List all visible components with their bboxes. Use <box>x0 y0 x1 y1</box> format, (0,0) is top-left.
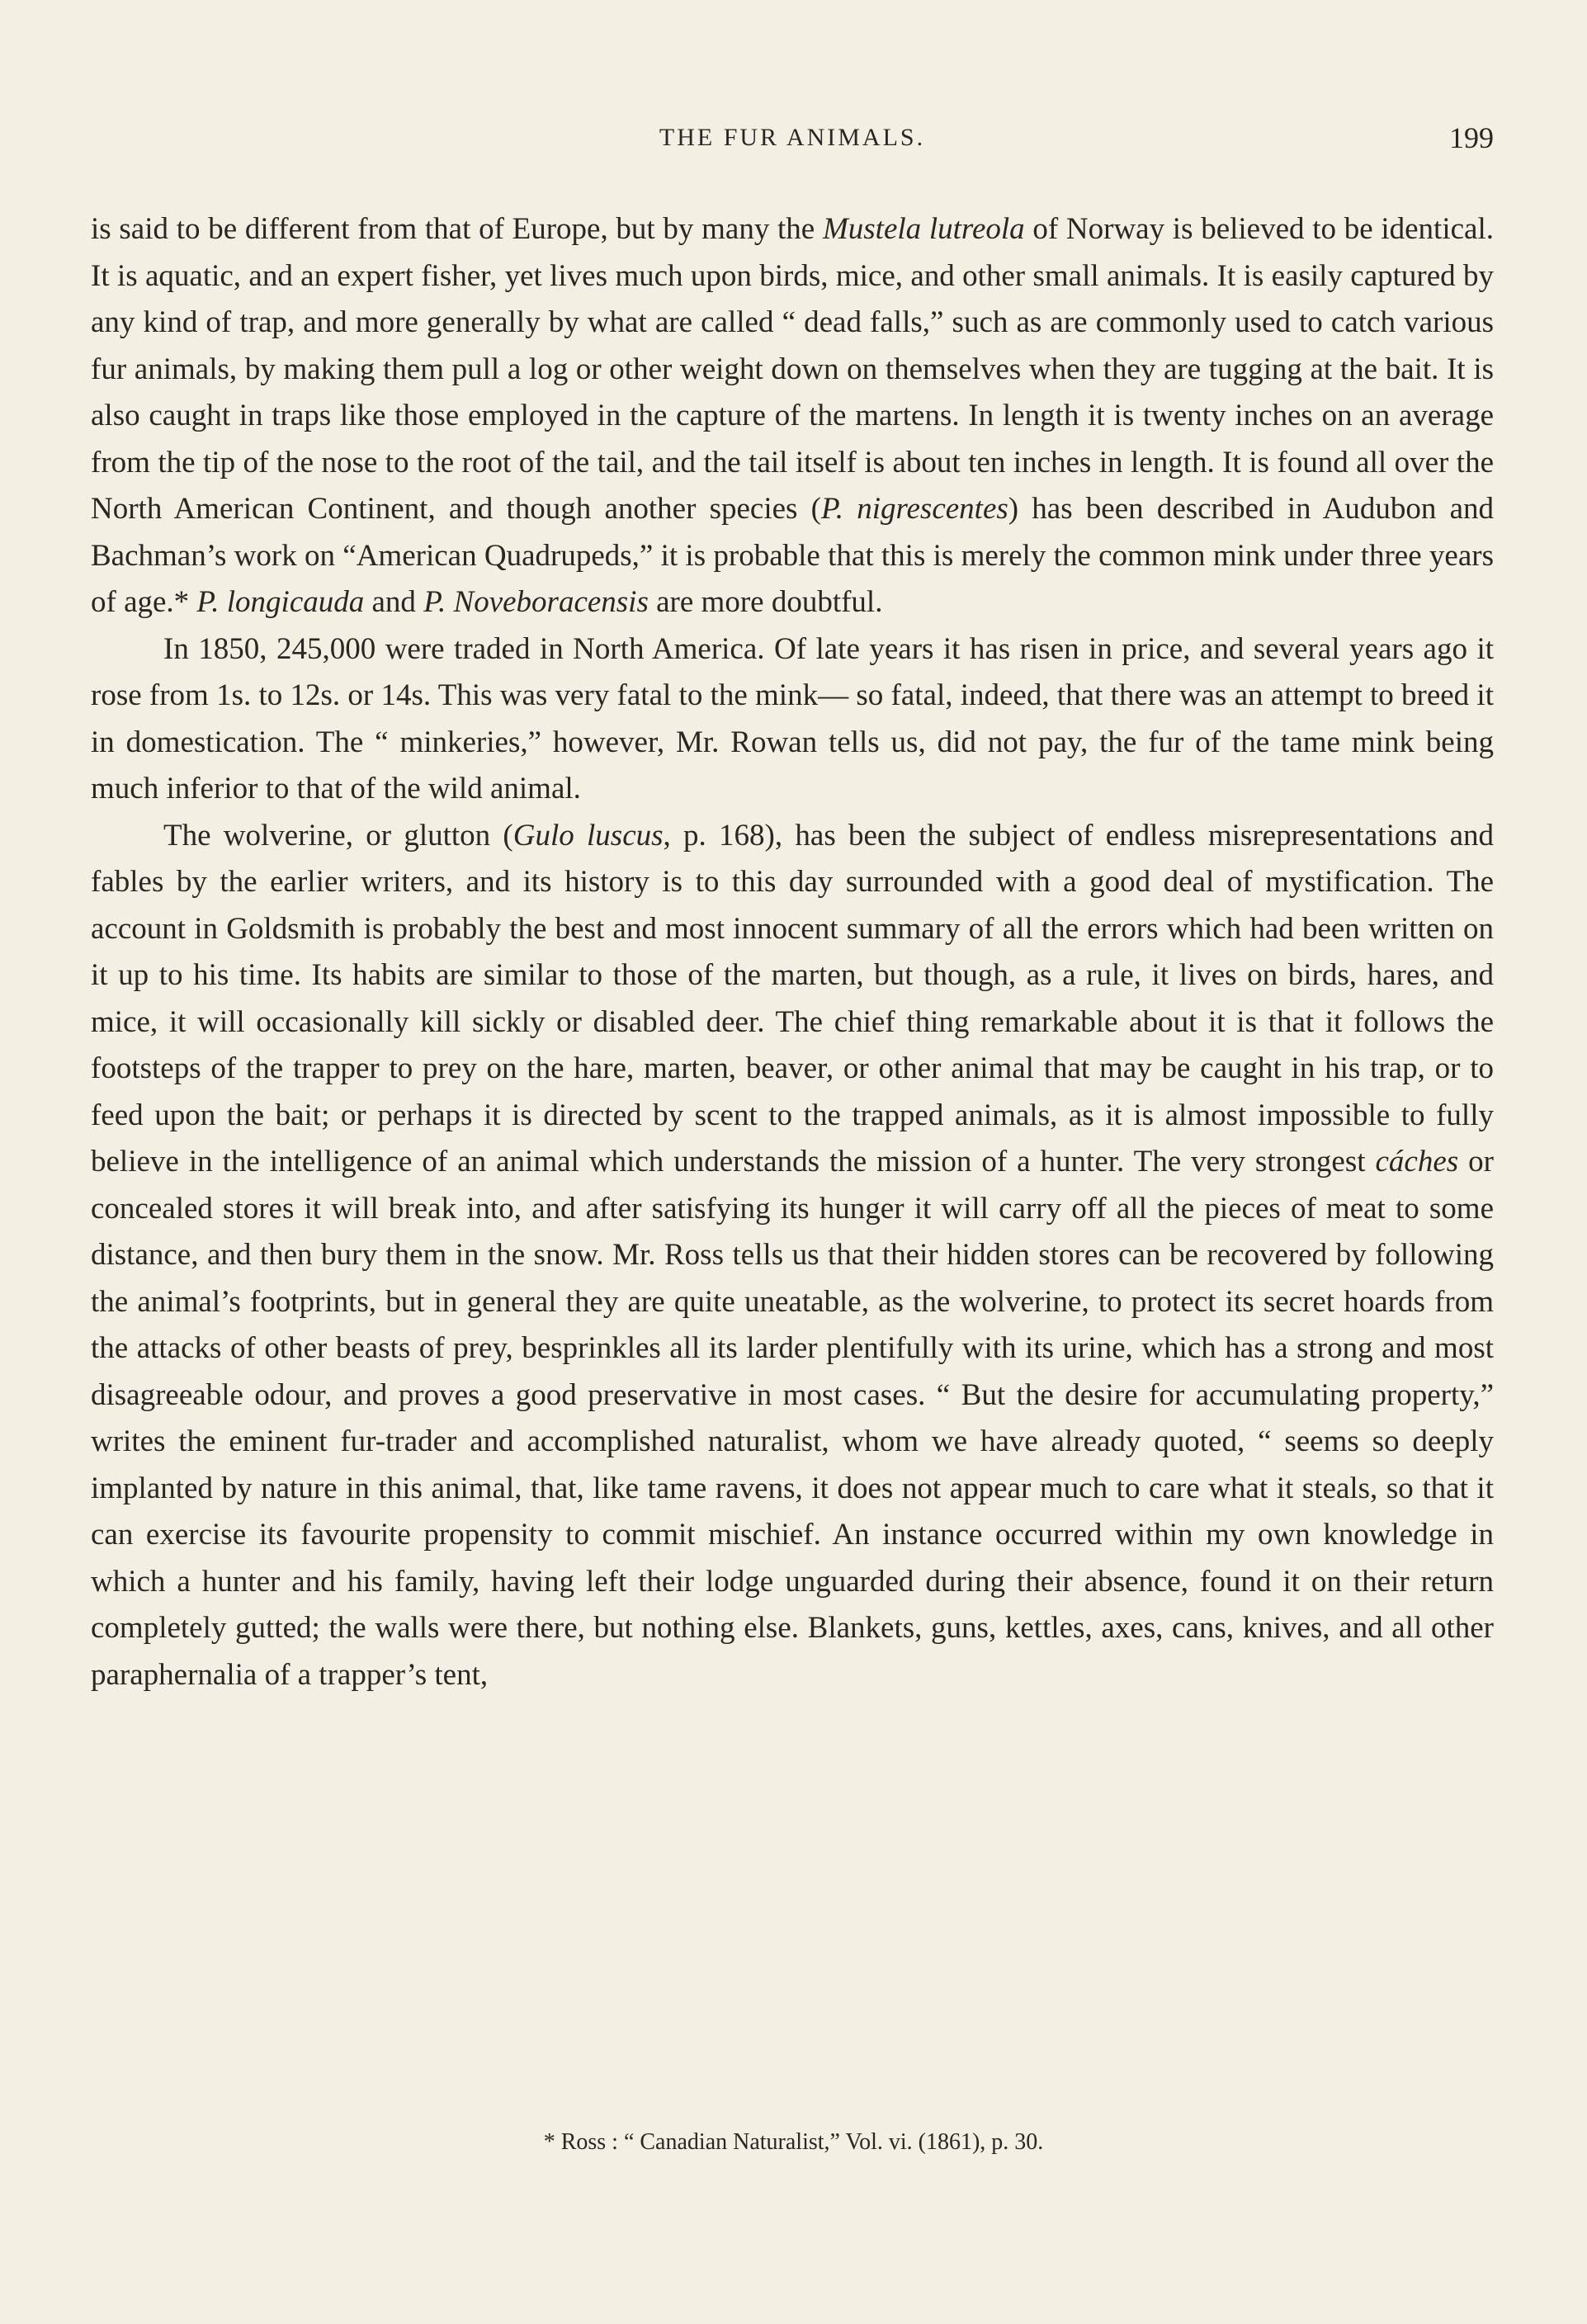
page-number: 199 <box>1449 121 1494 154</box>
paragraph-2-text: In 1850, 245,000 were traded in North America. Of late years it has risen in price, and several years ago it rose from 1s. to 12s. or 14s. This was very fatal to the mink— so fatal, indeed, that there was an attempt to breed it in domestication. The “ minkeries,” however, Mr. Rowan tells us, did not pay, the fur of the tame mink being much inferior to that of the wild animal. <box>91 631 1494 805</box>
running-head-title: THE FUR ANIMALS. <box>659 124 926 151</box>
italic-p-noveboracensis: P. Noveboracensis <box>423 585 649 619</box>
paragraph-1-text: are more doubtful. <box>648 585 883 619</box>
paragraph-1-text: and <box>364 585 424 619</box>
footnote: * Ross : “ Canadian Naturalist,” Vol. vi. (1861), p. 30. <box>543 2129 1044 2155</box>
paragraph-1-text: ) has been described in Audubon and Bachman’s work on “American Quadrupeds,” it is probable that this is merely the common mink under three years of age.* <box>91 492 1495 619</box>
italic-p-longicauda: P. longicauda <box>196 585 365 619</box>
italic-p-nigrescentes: P. nigrescentes <box>820 492 1008 526</box>
running-head <box>91 121 1494 165</box>
body-text <box>91 206 1494 1698</box>
paragraph-1-text: of Norway is believed to be identical. It is aquatic, and an expert fisher, yet lives much upon birds, mice, and other small animals. It is easily captured by any kind of trap, and more generally by what are called “ dead falls,” such as are commonly used to catch various fur animals, by making them pull a log or other weight down on themselves when they are tugging at the bait. It is also caught in traps like those employed in the capture of the martens. In length it is twenty inches on an average from the tip of the nose to the root of the tail, and the tail itself is about ten inches in length. It is found all over the North American Continent, and though another species ( <box>91 212 1494 526</box>
italic-caches: cáches <box>1375 1145 1459 1179</box>
italic-gulo-luscus: Gulo luscus <box>512 818 664 853</box>
paragraph-1-text: is said to be different from that of Europe, but by many the <box>91 212 823 246</box>
italic-mustela-lutreola: Mustela lutreola <box>822 212 1025 246</box>
paragraph-2 <box>91 626 1494 813</box>
paragraph-3-text: , p. 168), has been the subject of endless misrepresentations and fables by the earlier writers, and its history is to this day surrounded with a good deal of mystification. The account in Goldsmith is probably the best and most innocent summary of all the errors which had been written on it up to his time. Its habits are similar to those of the marten, but though, as a rule, it lives on birds, hares, and mice, it will occasionally kill sickly or disabled deer. The chief thing remarkable about it is that it follows the footsteps of the trapper to prey on the hare, marten, beaver, or other animal that may be caught in his trap, or to feed upon the bait; or perhaps it is directed by scent to the trapped animals, as it is almost impossible to fully believe in the intelligence of an animal which understands the mission of a hunter. The very strongest <box>91 818 1495 1179</box>
paragraph-3-text: or concealed stores it will break into, and after satisfying its hunger it will carry off all the pieces of meat to some distance, and then bury them in the snow. Mr. Ross tells us that their hidden stores can be recovered by following the animal’s footprints, but in general they are quite uneatable, as the wolverine, to protect its secret hoards from the attacks of other beasts of prey, besprinkles all its larder plentifully with its urine, which has a strong and most disagreeable odour, and proves a good preservative in most cases. “ But the desire for accumulating property,” writes the eminent fur-trader and accomplished naturalist, whom we have already quoted, “ seems so deeply implanted by nature in this animal, that, like tame ravens, it does not appear much to care what it steals, so that it can exercise its favourite propensity to commit mischief. An instance occurred within my own knowledge in which a hunter and his family, having left their lodge unguarded during their absence, found it on their return completely gutted; the walls were there, but nothing else. Blankets, guns, kettles, axes, cans, knives, and all other paraphernalia of a trapper’s tent, <box>91 1145 1494 1692</box>
paragraph-3 <box>91 813 1494 1699</box>
paragraph-3-text: The wolverine, or glutton ( <box>163 818 513 853</box>
paragraph-1 <box>91 206 1494 626</box>
